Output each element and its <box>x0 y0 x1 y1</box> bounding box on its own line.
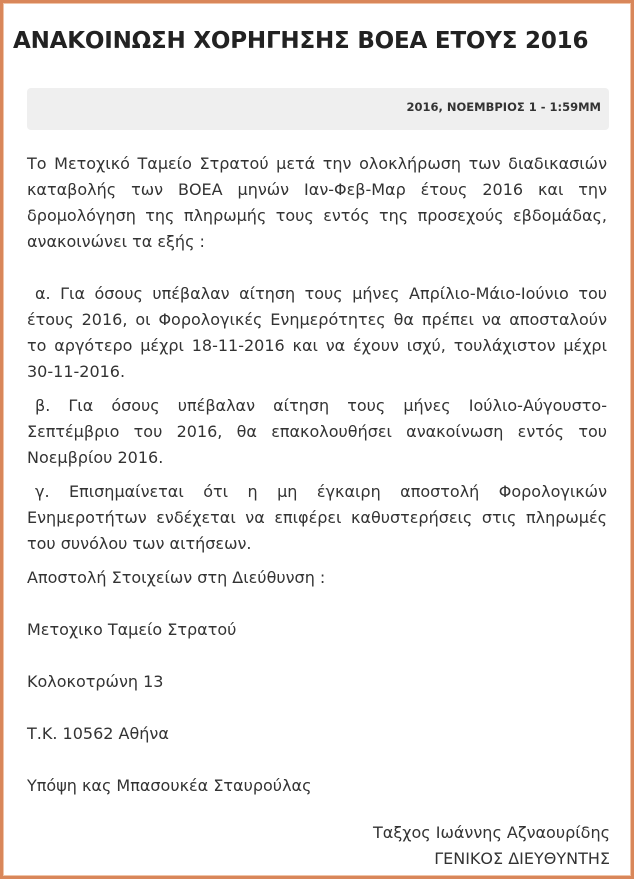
signature-role: ΓΕΝΙΚΟΣ ΔΙΕΥΘΥΝΤΗΣ <box>434 849 610 868</box>
signature-block <box>373 820 610 872</box>
address-org: Μετοχικο Ταμείο Στρατού <box>27 620 237 639</box>
announcement-frame <box>3 3 631 876</box>
address-heading: Αποστολή Στοιχείων στη Διεύθυνση : <box>27 568 326 587</box>
address-street: Κολοκοτρώνη 13 <box>27 672 164 691</box>
address-attention: Υπόψη κας Μπασουκέα Σταυρούλας <box>27 776 312 795</box>
item-a-paragraph: α. Για όσους υπέβαλαν αίτηση τους μήνες Απρίλιο-Μάιο-Ιούνιο του έτους 2016, οι Φορολογικές Ενημερότητες θα πρέπει να αποσταλούν το αργότερο μέχρι 18-11-2016 και να έχουν ισχύ, τουλάχιστον μέχρι 30-11-2016. <box>27 284 607 381</box>
item-c-paragraph: γ. Επισημαίνεται ότι η μη έγκαιρη αποστολή Φορολογικών Ενημεροτήτων ενδέχεται να επιφέρει καθυστερήσεις στις πληρωμές του συνόλου των αιτήσεων. <box>27 482 607 553</box>
date-bar <box>27 88 609 130</box>
page-title: ΑΝΑΚΟΙΝΩΣΗ ΧΟΡΗΓΗΣΗΣ ΒΟΕΑ ΕΤΟΥΣ 2016 <box>13 28 589 54</box>
announcement-body <box>27 151 607 799</box>
signature-name: Ταξχος Ιωάννης Αζναουρίδης <box>373 823 610 842</box>
item-b-paragraph: β. Για όσους υπέβαλαν αίτηση τους μήνες Ιούλιο-Αύγουστο-Σεπτέμβριο του 2016, θα επακολουθήσει ανακοίνωση εντός του Νοεμβρίου 2016. <box>27 396 607 467</box>
intro-paragraph: Το Μετοχικό Ταμείο Στρατού μετά την ολοκλήρωση των διαδικασιών καταβολής των ΒΟΕΑ μηνών Ιαν-Φεβ-Μαρ έτους 2016 και την δρομολόγηση της πληρωμής τους εντός της προσεχούς εβδομάδας, ανακοινώνει τα εξής : <box>27 154 607 251</box>
address-postal: Τ.Κ. 10562 Αθήνα <box>27 724 169 743</box>
post-date: 2016, ΝΟΕΜΒΡΙΟΣ 1 - 1:59ΜΜ <box>406 100 601 114</box>
